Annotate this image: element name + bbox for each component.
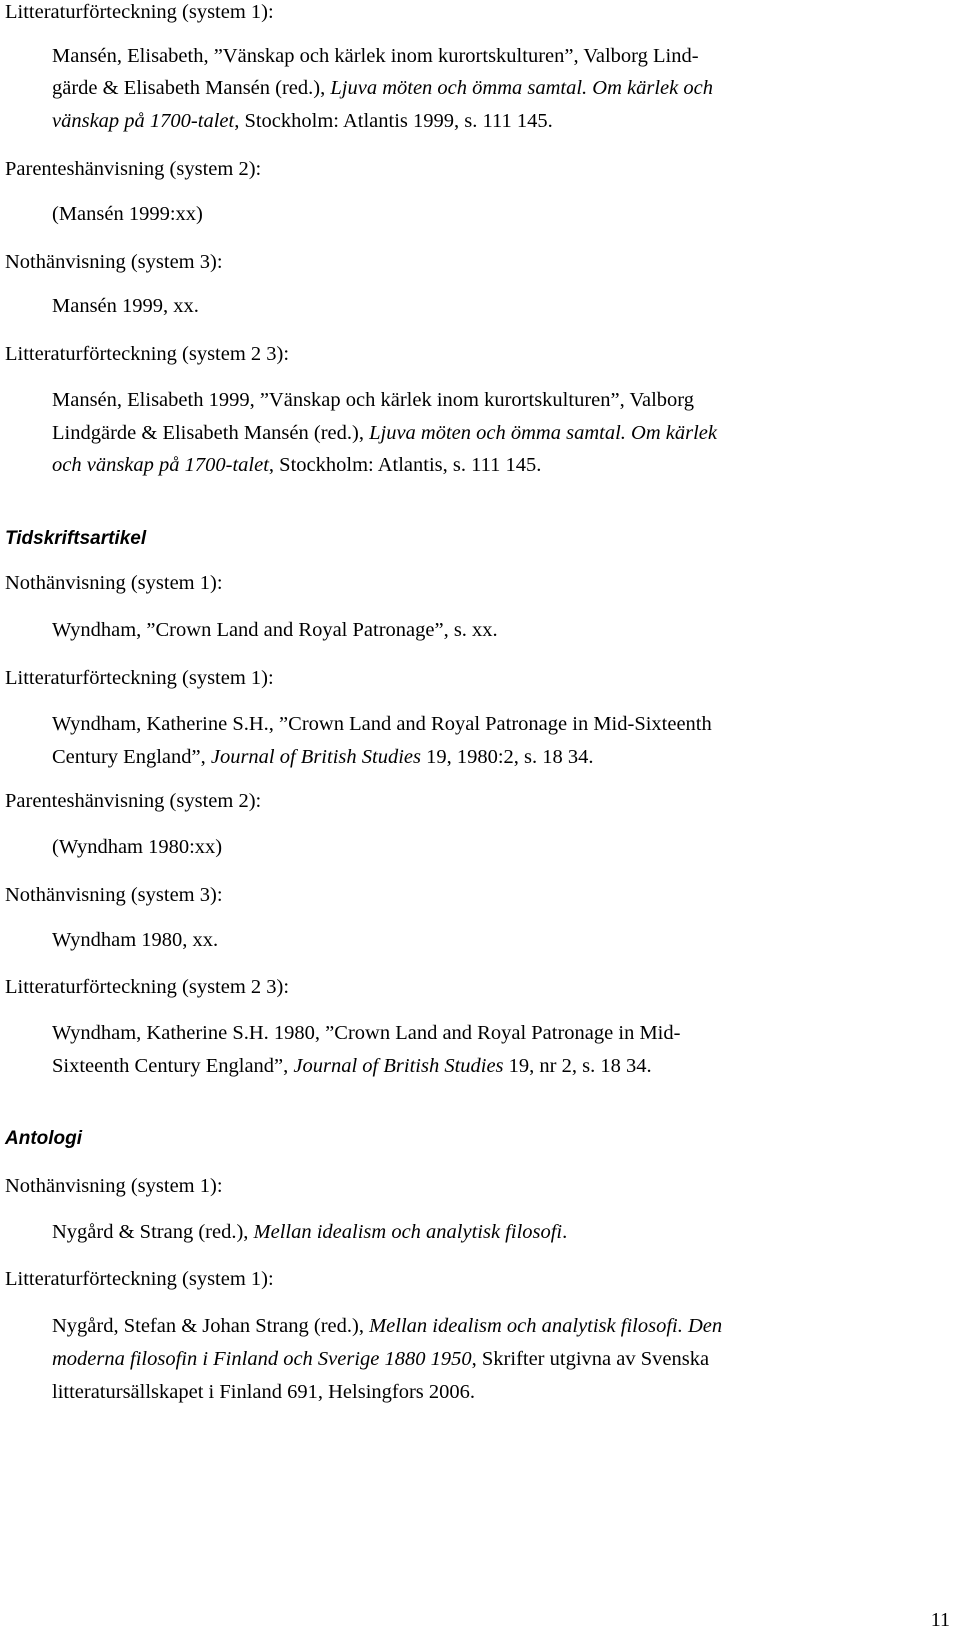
text-run: Wyndham 1980, xx. [52, 929, 219, 951]
text-run: litteratursällskapet i Finland 691, Helsingfors 2006. [52, 1381, 476, 1403]
entry-line [52, 449, 541, 482]
text-run: gärde & Elisabeth Mansén (red.), [52, 77, 331, 99]
section-heading: Tidskriftsartikel [5, 528, 147, 549]
italic-text: Ljuva möten och ömma samtal. Om kärlek [369, 422, 717, 444]
italic-text: vänskap på 1700-talet [52, 110, 235, 132]
entry-line [52, 1216, 567, 1249]
text-run: Wyndham, Katherine S.H., ”Crown Land and Royal Patronage in Mid-Sixteenth [52, 713, 712, 735]
text-run: Wyndham, ”Crown Land and Royal Patronage”, s. xx. [52, 619, 498, 641]
section-label: Parenteshänvisning (system 2): [5, 158, 262, 180]
section-label: Litteraturförteckning (system 2 3): [5, 343, 290, 365]
entry-line [52, 105, 553, 138]
text-run: 19, nr 2, s. 18 34. [503, 1055, 652, 1077]
italic-text: Mellan idealism och analytisk filosofi. Den [369, 1315, 723, 1337]
text-run: , Skrifter utgivna av Svenska [471, 1348, 710, 1370]
text-run: Lindgärde & Elisabeth Mansén (red.), [52, 422, 370, 444]
entry-line [52, 708, 712, 741]
entry-line [52, 198, 203, 231]
text-run: Nygård & Strang (red.), [52, 1221, 254, 1243]
entry-line [52, 1376, 475, 1409]
entry-line [52, 614, 498, 647]
text-run: Nygård, Stefan & Johan Strang (red.), [52, 1315, 370, 1337]
entry-line [52, 741, 594, 774]
section-label: Parenteshänvisning (system 2): [5, 790, 262, 812]
text-run: (Mansén 1999:xx) [52, 203, 203, 225]
section-label: Nothänvisning (system 1): [5, 572, 223, 594]
text-run: Wyndham, Katherine S.H. 1980, ”Crown Land and Royal Patronage in Mid- [52, 1022, 681, 1044]
italic-text: Mellan idealism och analytisk filosofi [253, 1221, 563, 1243]
entry-line [52, 924, 218, 957]
text-run: (Wyndham 1980:xx) [52, 836, 223, 858]
section-label: Litteraturförteckning (system 1): [5, 667, 274, 689]
section-label: Nothänvisning (system 3): [5, 884, 223, 906]
entry-line [52, 290, 199, 323]
italic-text: Journal of British Studies [210, 746, 421, 768]
section-label: Litteraturförteckning (system 1): [5, 1, 274, 23]
section-heading: Antologi [5, 1128, 83, 1149]
text-run: , Stockholm: Atlantis, s. 111 145. [268, 454, 542, 476]
italic-text: Ljuva möten och ömma samtal. Om kärlek och [330, 77, 713, 99]
text-run: 19, 1980:2, s. 18 34. [420, 746, 594, 768]
text-run: Sixteenth Century England”, [52, 1055, 294, 1077]
entry-line [52, 384, 694, 417]
text-run: Mansén 1999, xx. [52, 295, 199, 317]
text-run: Mansén, Elisabeth 1999, ”Vänskap och kärlek inom kurortskulturen”, Valborg [52, 389, 695, 411]
text-run: Century England”, [52, 746, 211, 768]
section-label: Litteraturförteckning (system 1): [5, 1268, 274, 1290]
section-label: Litteraturförteckning (system 2 3): [5, 976, 290, 998]
entry-line [52, 417, 717, 450]
text-run: . [562, 1221, 568, 1243]
entry-line [52, 40, 699, 73]
entry-line [52, 72, 713, 105]
section-label: Nothänvisning (system 1): [5, 1175, 223, 1197]
section-label: Nothänvisning (system 3): [5, 251, 223, 273]
page-number: 11 [930, 1609, 950, 1631]
entry-line [52, 1343, 709, 1376]
text-run: , Stockholm: Atlantis 1999, s. 111 145. [234, 110, 553, 132]
text-run: Mansén, Elisabeth, ”Vänskap och kärlek inom kurortskulturen”, Valborg Lind- [52, 45, 699, 67]
italic-text: Journal of British Studies [293, 1055, 504, 1077]
italic-text: moderna filosofin i Finland och Sverige 1880 1950 [52, 1348, 472, 1370]
italic-text: och vänskap på 1700-talet [52, 454, 269, 476]
entry-line [52, 1310, 722, 1343]
entry-line [52, 831, 222, 864]
entry-line [52, 1017, 680, 1050]
entry-line [52, 1050, 652, 1083]
